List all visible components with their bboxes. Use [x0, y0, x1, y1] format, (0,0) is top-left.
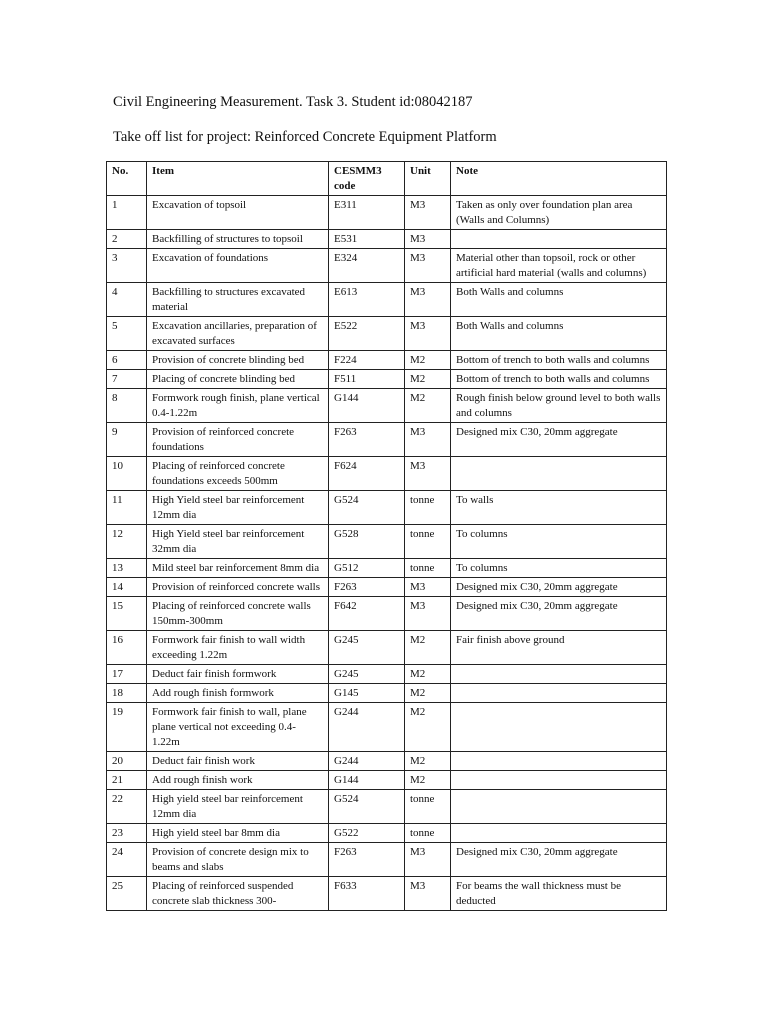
column-header-unit: Unit [405, 162, 451, 196]
cell-code: G144 [329, 771, 405, 790]
cell-code: F224 [329, 351, 405, 370]
cell-unit: M3 [405, 597, 451, 631]
cell-note: Fair finish above ground [451, 631, 667, 665]
table-row [107, 389, 667, 423]
cell-note [451, 230, 667, 249]
table-header-row [107, 162, 667, 196]
table-row [107, 597, 667, 631]
cell-unit: M2 [405, 665, 451, 684]
cell-no: 8 [107, 389, 147, 423]
cell-code: G524 [329, 790, 405, 824]
cell-unit: tonne [405, 824, 451, 843]
document-subtitle: Take off list for project: Reinforced Concrete Equipment Platform [113, 129, 497, 145]
cell-code: G524 [329, 491, 405, 525]
cell-unit: M3 [405, 877, 451, 911]
cell-note: For beams the wall thickness must be deducted [451, 877, 667, 911]
column-header-note: Note [451, 162, 667, 196]
cell-note: Both Walls and columns [451, 283, 667, 317]
cell-item: Formwork fair finish to wall width exceeding 1.22m [147, 631, 329, 665]
cell-no: 22 [107, 790, 147, 824]
take-off-table [106, 161, 667, 911]
cell-unit: M3 [405, 196, 451, 230]
cell-unit: M2 [405, 771, 451, 790]
cell-code: F624 [329, 457, 405, 491]
cell-no: 14 [107, 578, 147, 597]
column-header-no: No. [107, 162, 147, 196]
cell-code: E522 [329, 317, 405, 351]
cell-unit: M2 [405, 351, 451, 370]
table-row [107, 771, 667, 790]
cell-no: 5 [107, 317, 147, 351]
cell-note [451, 790, 667, 824]
cell-no: 1 [107, 196, 147, 230]
cell-code: G245 [329, 631, 405, 665]
cell-unit: M3 [405, 230, 451, 249]
cell-note: Taken as only over foundation plan area (Walls and Columns) [451, 196, 667, 230]
cell-no: 21 [107, 771, 147, 790]
cell-no: 20 [107, 752, 147, 771]
cell-code: E613 [329, 283, 405, 317]
cell-unit: tonne [405, 559, 451, 578]
table-row [107, 370, 667, 389]
cell-item: Formwork fair finish to wall, plane plane vertical not exceeding 0.4-1.22m [147, 703, 329, 752]
table-row [107, 230, 667, 249]
cell-code: F263 [329, 843, 405, 877]
table-row [107, 423, 667, 457]
cell-note: Designed mix C30, 20mm aggregate [451, 597, 667, 631]
cell-no: 11 [107, 491, 147, 525]
cell-note: Bottom of trench to both walls and columns [451, 351, 667, 370]
cell-unit: M3 [405, 457, 451, 491]
cell-item: Placing of reinforced concrete foundations exceeds 500mm [147, 457, 329, 491]
cell-item: Provision of reinforced concrete foundations [147, 423, 329, 457]
table-row [107, 665, 667, 684]
cell-note: Rough finish below ground level to both walls and columns [451, 389, 667, 423]
cell-no: 16 [107, 631, 147, 665]
cell-code: G528 [329, 525, 405, 559]
cell-note: Designed mix C30, 20mm aggregate [451, 578, 667, 597]
cell-item: Placing of concrete blinding bed [147, 370, 329, 389]
cell-no: 4 [107, 283, 147, 317]
cell-code: G522 [329, 824, 405, 843]
cell-no: 9 [107, 423, 147, 457]
cell-unit: tonne [405, 525, 451, 559]
table-row [107, 351, 667, 370]
cell-item: Add rough finish work [147, 771, 329, 790]
table-row [107, 491, 667, 525]
cell-code: G145 [329, 684, 405, 703]
cell-item: Backfilling of structures to topsoil [147, 230, 329, 249]
cell-item: High yield steel bar reinforcement 12mm dia [147, 790, 329, 824]
table-row [107, 790, 667, 824]
cell-item: Backfilling to structures excavated material [147, 283, 329, 317]
cell-note [451, 457, 667, 491]
cell-item: Excavation ancillaries, preparation of excavated surfaces [147, 317, 329, 351]
cell-no: 25 [107, 877, 147, 911]
cell-unit: M3 [405, 423, 451, 457]
cell-code: F633 [329, 877, 405, 911]
cell-no: 17 [107, 665, 147, 684]
cell-unit: M2 [405, 752, 451, 771]
cell-unit: M3 [405, 317, 451, 351]
cell-note: To columns [451, 525, 667, 559]
cell-unit: M2 [405, 389, 451, 423]
cell-item: Placing of reinforced concrete walls 150mm-300mm [147, 597, 329, 631]
cell-no: 18 [107, 684, 147, 703]
cell-no: 12 [107, 525, 147, 559]
table-row [107, 877, 667, 911]
cell-no: 24 [107, 843, 147, 877]
cell-no: 3 [107, 249, 147, 283]
cell-unit: tonne [405, 790, 451, 824]
cell-unit: M2 [405, 370, 451, 389]
cell-code: F511 [329, 370, 405, 389]
cell-note: To walls [451, 491, 667, 525]
cell-note [451, 665, 667, 684]
table-row [107, 843, 667, 877]
table-row [107, 559, 667, 578]
cell-no: 10 [107, 457, 147, 491]
column-header-item: Item [147, 162, 329, 196]
cell-note [451, 771, 667, 790]
cell-code: F263 [329, 578, 405, 597]
table-row [107, 578, 667, 597]
cell-item: Mild steel bar reinforcement 8mm dia [147, 559, 329, 578]
cell-unit: M3 [405, 843, 451, 877]
cell-note [451, 684, 667, 703]
cell-no: 23 [107, 824, 147, 843]
column-header-code: CESMM3 code [329, 162, 405, 196]
table-row [107, 457, 667, 491]
cell-note: Designed mix C30, 20mm aggregate [451, 843, 667, 877]
cell-unit: M3 [405, 283, 451, 317]
cell-item: Formwork rough finish, plane vertical 0.4-1.22m [147, 389, 329, 423]
cell-item: High Yield steel bar reinforcement 32mm dia [147, 525, 329, 559]
cell-no: 19 [107, 703, 147, 752]
cell-item: Placing of reinforced suspended concrete slab thickness 300- [147, 877, 329, 911]
cell-item: Provision of reinforced concrete walls [147, 578, 329, 597]
document-title: Civil Engineering Measurement. Task 3. Student id:08042187 [113, 94, 473, 110]
cell-code: E324 [329, 249, 405, 283]
cell-no: 13 [107, 559, 147, 578]
table-row [107, 525, 667, 559]
cell-no: 15 [107, 597, 147, 631]
cell-unit: M3 [405, 249, 451, 283]
cell-note [451, 824, 667, 843]
cell-note: Designed mix C30, 20mm aggregate [451, 423, 667, 457]
cell-code: G244 [329, 703, 405, 752]
cell-unit: M2 [405, 631, 451, 665]
cell-code: E531 [329, 230, 405, 249]
cell-item: Provision of concrete design mix to beams and slabs [147, 843, 329, 877]
cell-code: F263 [329, 423, 405, 457]
cell-unit: M2 [405, 684, 451, 703]
cell-code: F642 [329, 597, 405, 631]
cell-item: Provision of concrete blinding bed [147, 351, 329, 370]
cell-item: Deduct fair finish formwork [147, 665, 329, 684]
cell-item: Excavation of topsoil [147, 196, 329, 230]
cell-unit: M3 [405, 578, 451, 597]
cell-item: Excavation of foundations [147, 249, 329, 283]
cell-no: 6 [107, 351, 147, 370]
table-row [107, 283, 667, 317]
cell-item: Deduct fair finish work [147, 752, 329, 771]
cell-note: Both Walls and columns [451, 317, 667, 351]
cell-code: G512 [329, 559, 405, 578]
cell-item: High yield steel bar 8mm dia [147, 824, 329, 843]
table-row [107, 317, 667, 351]
cell-item: High Yield steel bar reinforcement 12mm dia [147, 491, 329, 525]
table-row [107, 631, 667, 665]
table-row [107, 703, 667, 752]
cell-note: To columns [451, 559, 667, 578]
cell-unit: tonne [405, 491, 451, 525]
cell-code: G244 [329, 752, 405, 771]
cell-note: Bottom of trench to both walls and columns [451, 370, 667, 389]
cell-note [451, 752, 667, 771]
cell-code: E311 [329, 196, 405, 230]
table-row [107, 249, 667, 283]
cell-unit: M2 [405, 703, 451, 752]
cell-code: G144 [329, 389, 405, 423]
cell-note: Material other than topsoil, rock or other artificial hard material (walls and columns) [451, 249, 667, 283]
table-row [107, 684, 667, 703]
cell-note [451, 703, 667, 752]
cell-no: 7 [107, 370, 147, 389]
table-row [107, 196, 667, 230]
cell-no: 2 [107, 230, 147, 249]
cell-item: Add rough finish formwork [147, 684, 329, 703]
table-row [107, 752, 667, 771]
cell-code: G245 [329, 665, 405, 684]
table-row [107, 824, 667, 843]
